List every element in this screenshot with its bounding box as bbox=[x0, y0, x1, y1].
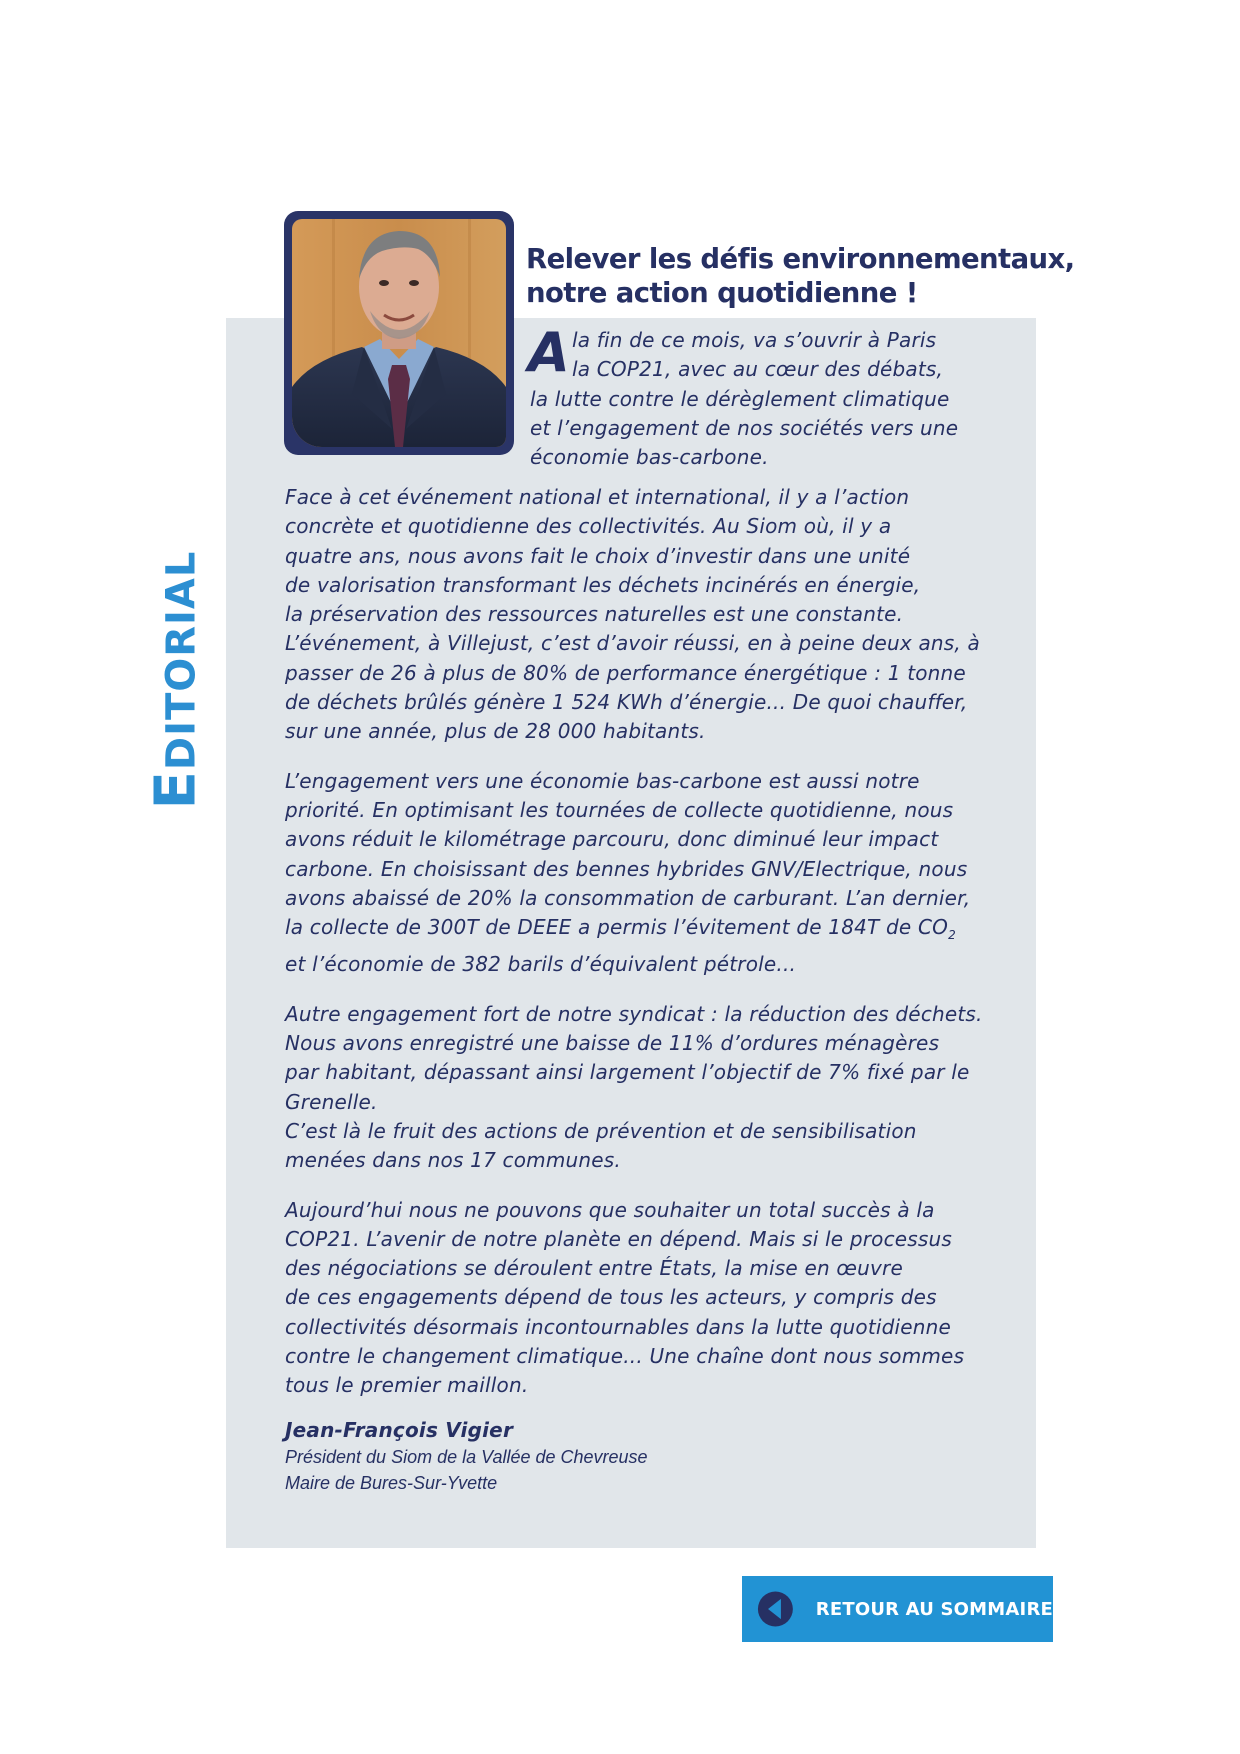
paragraph-line: C’est là le fruit des actions de prévention et de sensibilisation bbox=[285, 1118, 917, 1143]
paragraph-line: Autre engagement fort de notre syndicat : la réduction des déchets. bbox=[285, 1001, 983, 1026]
headline bbox=[526, 242, 1075, 310]
paragraph-line-co2 bbox=[285, 913, 1030, 950]
section-title-vertical bbox=[144, 551, 209, 810]
signature-role: Maire de Bures-Sur-Yvette bbox=[285, 1473, 498, 1493]
arrow-left-circle-icon bbox=[757, 1589, 794, 1629]
co2-text: la collecte de 300T de DEEE a permis l’évitement de 184T de CO bbox=[285, 915, 949, 940]
paragraph-line: tous le premier maillon. bbox=[285, 1373, 529, 1398]
section-title-initial: E bbox=[143, 770, 209, 810]
paragraph-line: Face à cet événement national et international, il y a l’action bbox=[285, 485, 910, 509]
author-portrait bbox=[292, 219, 506, 447]
intro-line: la lutte contre le dérèglement climatique bbox=[530, 386, 950, 411]
paragraph-line: contre le changement climatique... Une chaîne dont nous sommes bbox=[285, 1344, 965, 1369]
paragraph-line: de ces engagements dépend de tous les acteurs, y compris des bbox=[285, 1285, 937, 1310]
intro-line: et l’engagement de nos sociétés vers une bbox=[530, 415, 959, 440]
intro-line: la fin de ce mois, va s’ouvrir à Paris bbox=[572, 328, 937, 352]
editorial-body bbox=[285, 483, 1030, 1421]
paragraph-line: sur une année, plus de 28 000 habitants. bbox=[285, 719, 706, 744]
back-to-summary-label: RETOUR AU SOMMAIRE bbox=[815, 1598, 1053, 1620]
signature-name: Jean-François Vigier bbox=[285, 1418, 514, 1442]
paragraph-line: Aujourd’hui nous ne pouvons que souhaiter un total succès à la bbox=[285, 1197, 935, 1222]
paragraph-line: L’engagement vers une économie bas-carbone est aussi notre bbox=[285, 768, 920, 793]
headline-line-2: notre action quotidienne ! bbox=[526, 277, 918, 309]
drop-cap: A bbox=[528, 321, 570, 384]
signature-block bbox=[285, 1416, 648, 1496]
paragraph-line: par habitant, dépassant ainsi largement l’objectif de 7% fixé par le bbox=[285, 1060, 970, 1085]
headline-line-1: Relever les défis environnementaux, bbox=[526, 243, 1075, 275]
paragraph-line: et l’économie de 382 barils d’équivalent pétrole... bbox=[285, 952, 797, 977]
paragraph-line: des négociations se déroulent entre États, la mise en œuvre bbox=[285, 1256, 903, 1281]
signature-role: Président du Siom de la Vallée de Chevreuse bbox=[285, 1447, 648, 1467]
intro-paragraph bbox=[528, 321, 1030, 472]
paragraph-line: Nous avons enregistré une baisse de 11% d’ordures ménagères bbox=[285, 1031, 940, 1056]
paragraph-line: de déchets brûlés génère 1 524 KWh d’énergie... De quoi chauffer, bbox=[285, 690, 968, 715]
paragraph-low-carbon bbox=[285, 767, 1030, 980]
paragraph-energy bbox=[285, 483, 1030, 747]
author-photo-frame bbox=[284, 211, 514, 455]
paragraph-line: L’événement, à Villejust, c’est d’avoir réussi, en à peine deux ans, à bbox=[285, 631, 980, 656]
paragraph-line: passer de 26 à plus de 80% de performance énergétique : 1 tonne bbox=[285, 660, 966, 685]
paragraph-line: carbone. En choisissant des bennes hybrides GNV/Electrique, nous bbox=[285, 856, 968, 881]
intro-line: la COP21, avec au cœur des débats, bbox=[572, 357, 944, 382]
paragraph-line: Grenelle. bbox=[285, 1089, 378, 1114]
paragraph-line: de valorisation transformant les déchets incinérés en énergie, bbox=[285, 572, 921, 597]
paragraph-line: priorité. En optimisant les tournées de collecte quotidienne, nous bbox=[285, 797, 954, 822]
paragraph-line: collectivités désormais incontournables dans la lutte quotidienne bbox=[285, 1314, 952, 1339]
paragraph-waste-reduction bbox=[285, 1000, 1030, 1176]
paragraph-cop21 bbox=[285, 1196, 1030, 1401]
co2-subscript: 2 bbox=[948, 928, 956, 943]
paragraph-line: menées dans nos 17 communes. bbox=[285, 1148, 621, 1173]
intro-line: économie bas-carbone. bbox=[530, 445, 769, 470]
back-to-summary-button[interactable] bbox=[742, 1576, 1053, 1642]
section-title-rest: DITORIAL bbox=[158, 550, 205, 771]
paragraph-line: COP21. L’avenir de notre planète en dépend. Mais si le processus bbox=[285, 1226, 953, 1251]
paragraph-line: avons réduit le kilométrage parcouru, donc diminué leur impact bbox=[285, 827, 939, 852]
paragraph-line: quatre ans, nous avons fait le choix d’investir dans une unité bbox=[285, 543, 911, 568]
paragraph-line: avons abaissé de 20% la consommation de carburant. L’an dernier, bbox=[285, 885, 971, 910]
paragraph-line: concrète et quotidienne des collectivités. Au Siom où, il y a bbox=[285, 514, 892, 539]
paragraph-line: la préservation des ressources naturelles est une constante. bbox=[285, 602, 904, 627]
